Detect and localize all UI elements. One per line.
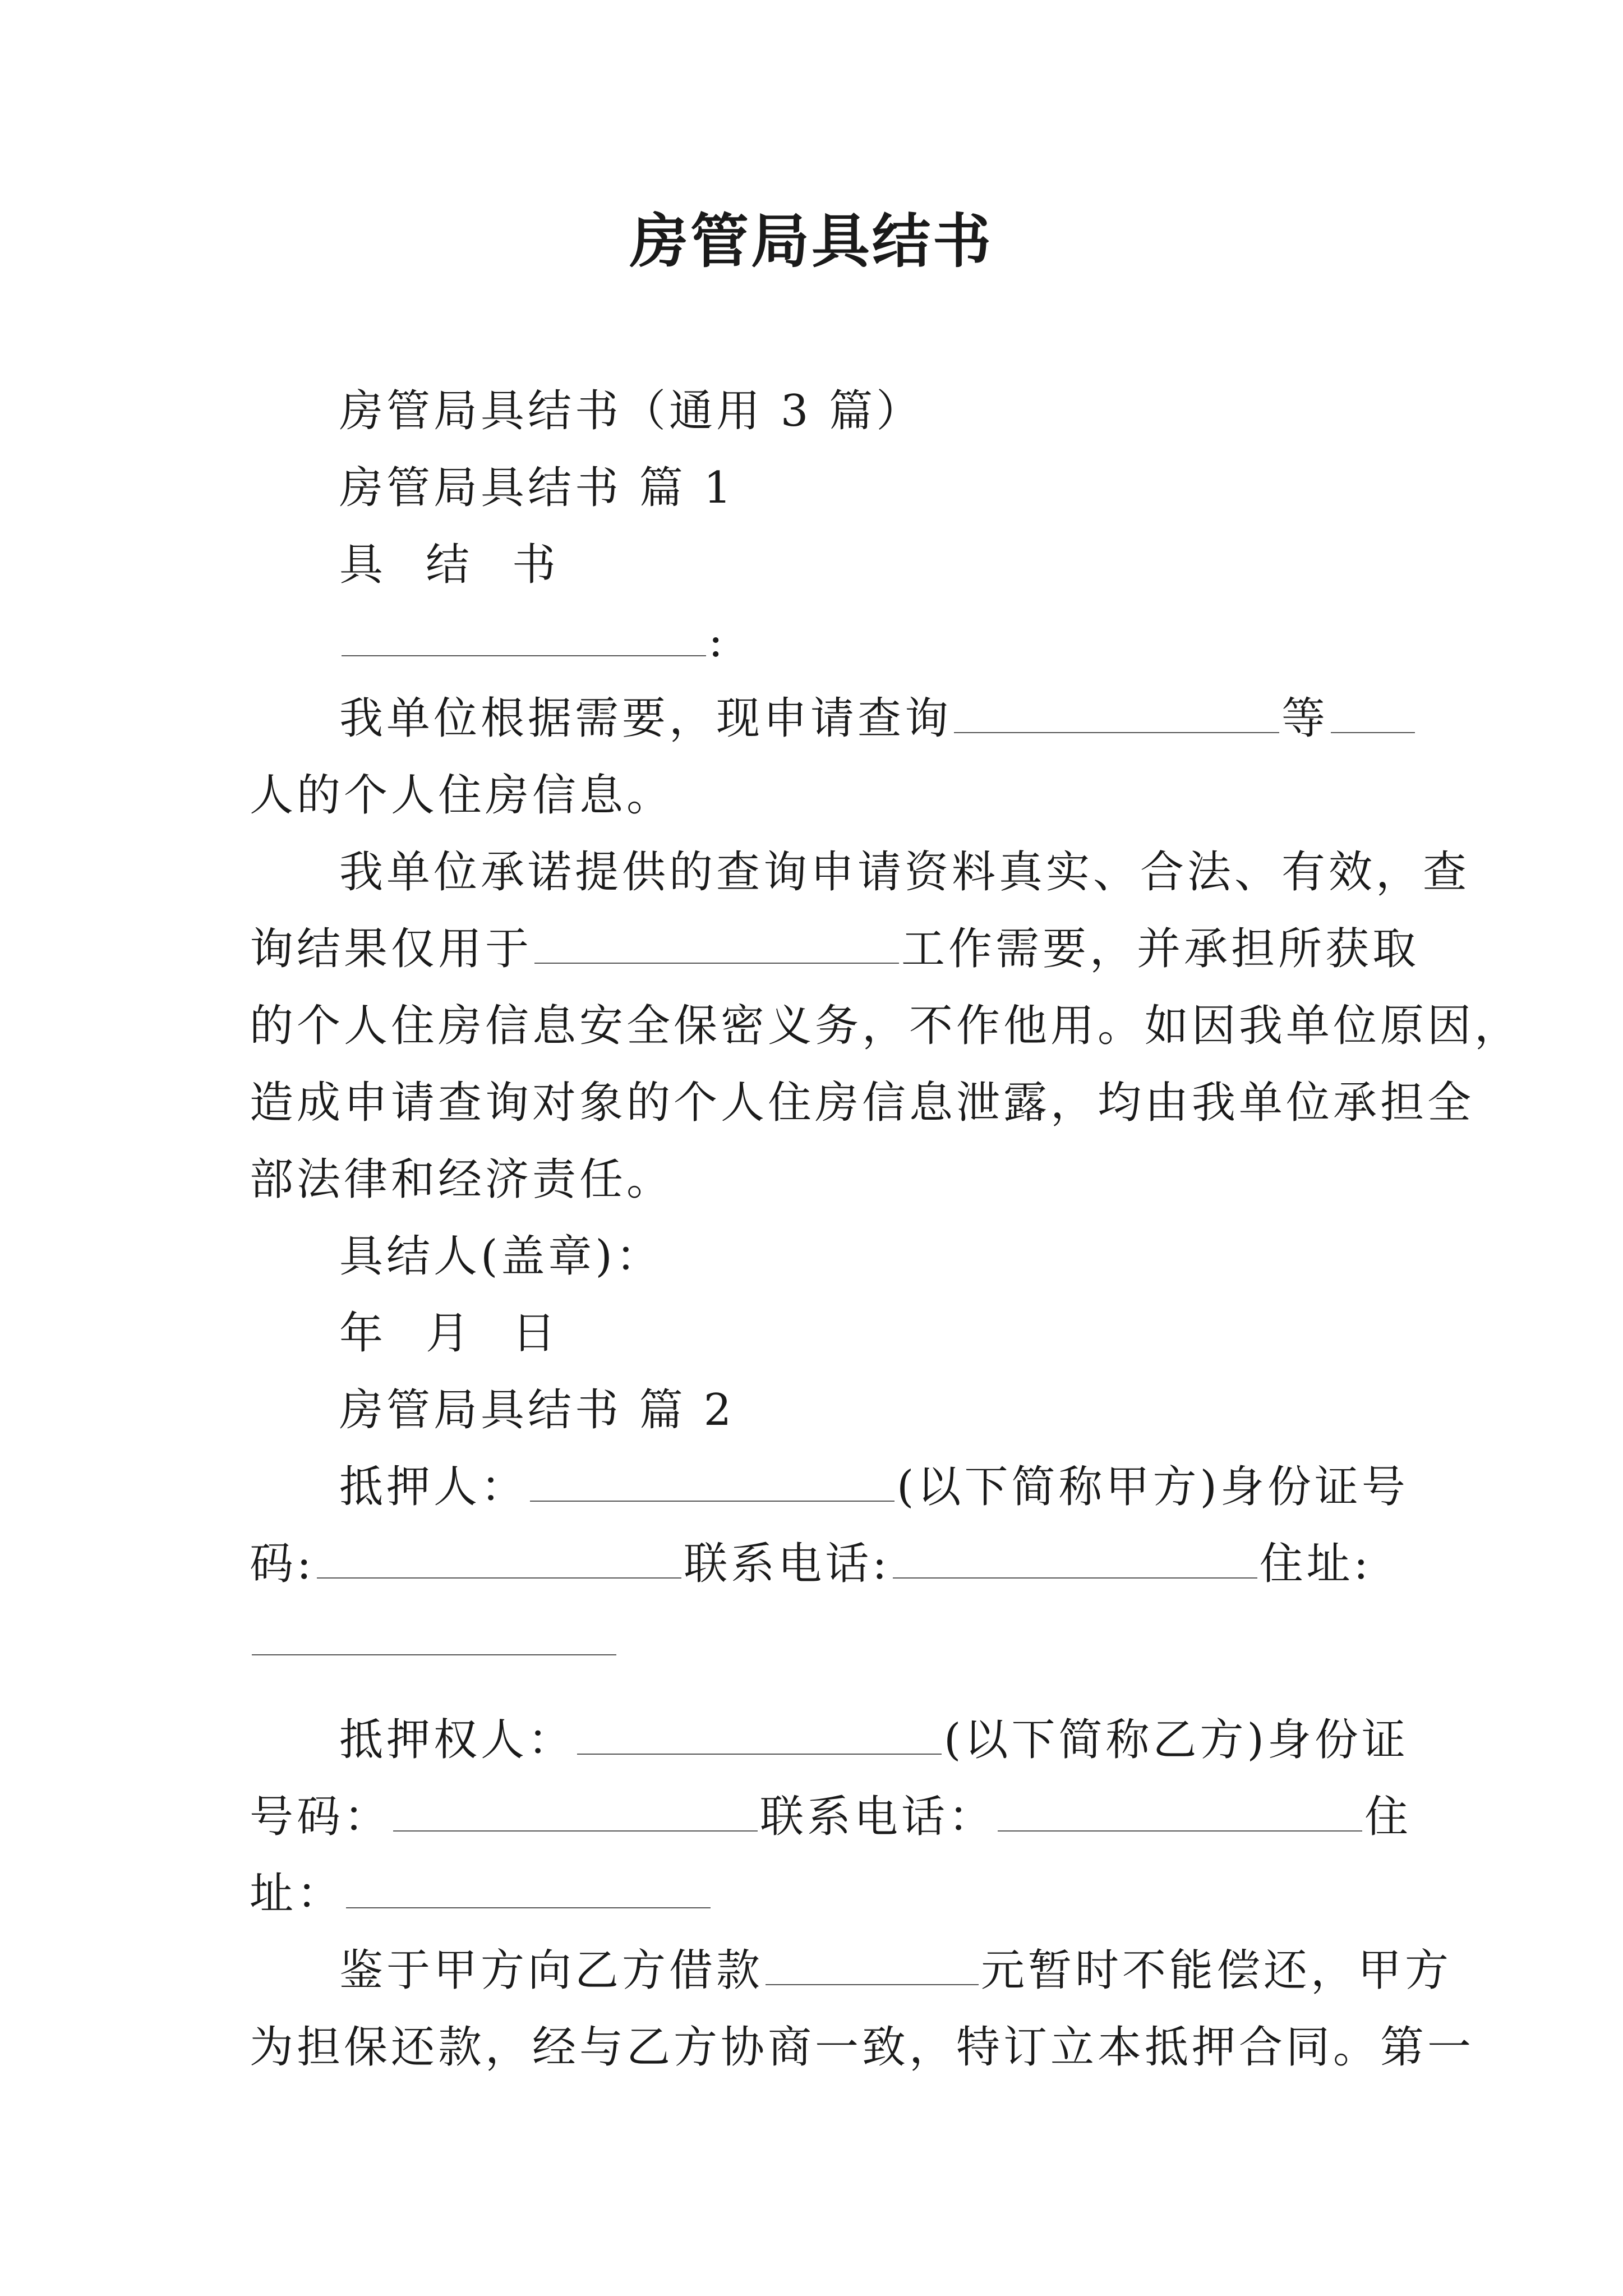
mortgagee-name-blank: [577, 1718, 942, 1755]
spacer: [250, 1680, 1388, 1702]
request-blank-count: [1331, 696, 1415, 733]
paragraph-date: [250, 1295, 1388, 1372]
mortgagee-id-label-end: 号码：: [250, 1792, 391, 1842]
paragraph-request-line1: [250, 680, 1388, 757]
promise-blank-purpose: [534, 927, 899, 964]
loan-amount-blank: [766, 1948, 979, 1985]
paragraph-request-line2: 人的个人住房信息。: [250, 770, 674, 821]
loan-text-b: 元暂时不能偿还，甲方: [981, 1945, 1453, 1996]
loan-text-a: 鉴于甲方向乙方借款: [339, 1945, 764, 1996]
paragraph-mortgagor-line1: [250, 1449, 1409, 1526]
mortgagor-id-label-end: 码:: [250, 1539, 315, 1589]
paragraph-loan-line1: [250, 1932, 1453, 2009]
mortgagor-id-blank: [317, 1542, 681, 1579]
mortgagee-address-label-start: 住: [1364, 1792, 1412, 1842]
date-day: 日: [512, 1308, 560, 1359]
mortgagor-phone-blank: [893, 1542, 1257, 1579]
paragraph-promise-line5: 部法律和经济责任。: [250, 1154, 674, 1205]
mortgagor-address-label: 住址:: [1259, 1539, 1372, 1589]
paragraph-promise-line4: 造成申请查询对象的个人住房信息泄露，均由我单位承担全: [250, 1078, 1475, 1128]
addressee-blank: [342, 619, 706, 656]
addressee-colon: :: [708, 616, 727, 667]
mortgagee-address-label-end: 址：: [250, 1869, 344, 1919]
paragraph-heading-spaced: [250, 527, 1388, 604]
mortgagee-phone-label: 联系电话：: [760, 1792, 996, 1842]
heading-char-2: 结: [426, 540, 473, 590]
paragraph-mortgagee-line1: [250, 1702, 1409, 1779]
promise-text-a: 询结果仅用于: [250, 924, 533, 974]
document-body: [250, 373, 1522, 2086]
request-blank-names: [954, 696, 1279, 733]
mortgagor-label: 抵押人：: [339, 1462, 528, 1512]
paragraph-mortgagor-line3: [250, 1603, 1388, 1680]
heading-char-1: 具: [339, 540, 387, 590]
date-month: 月: [426, 1308, 473, 1359]
paragraph-mortgagor-line2: [250, 1526, 1388, 1603]
paragraph-signatory: 具结人(盖章)：: [339, 1231, 663, 1282]
paragraph-part2-heading: 房管局具结书 篇 2: [339, 1385, 735, 1435]
mortgagee-address-blank: [346, 1871, 711, 1908]
paragraph-promise-line1: 我单位承诺提供的查询申请资料真实、合法、有效，查: [339, 847, 1470, 898]
mortgagee-id-label: (以下简称乙方)身份证: [944, 1715, 1409, 1765]
heading-char-3: 书: [512, 540, 560, 590]
mortgagor-id-label: (以下简称甲方)身份证号: [897, 1462, 1409, 1512]
mortgagee-phone-blank: [998, 1795, 1362, 1832]
promise-text-b: 工作需要，并承担所获取: [901, 924, 1420, 974]
paragraph-mortgagee-line2: [250, 1779, 1412, 1856]
paragraph-loan-line2: 为担保还款，经与乙方协商一致，特订立本抵押合同。第一: [250, 2022, 1475, 2073]
mortgagor-name-blank: [530, 1465, 895, 1502]
paragraph-mortgagee-line3: [250, 1856, 1388, 1932]
paragraph-part1-heading: 房管局具结书 篇 1: [339, 463, 735, 513]
mortgagee-label: 抵押权人：: [339, 1715, 575, 1765]
mortgagee-id-blank: [393, 1795, 758, 1832]
request-text-a: 我单位根据需要，现申请查询: [339, 693, 952, 744]
date-year: 年: [339, 1308, 387, 1359]
paragraph-promise-line2: [250, 911, 1420, 988]
paragraph-subtitle: 房管局具结书（通用 3 篇）: [339, 386, 924, 436]
paragraph-promise-line3: 的个人住房信息安全保密义务，不作他用。如因我单位原因，: [250, 1001, 1522, 1051]
mortgagor-phone-label: 联系电话:: [684, 1539, 891, 1589]
document-title: 房管局具结书: [629, 206, 993, 275]
mortgagor-address-blank: [252, 1618, 616, 1655]
request-text-b: 等: [1281, 693, 1329, 744]
paragraph-addressee: [250, 604, 1388, 680]
